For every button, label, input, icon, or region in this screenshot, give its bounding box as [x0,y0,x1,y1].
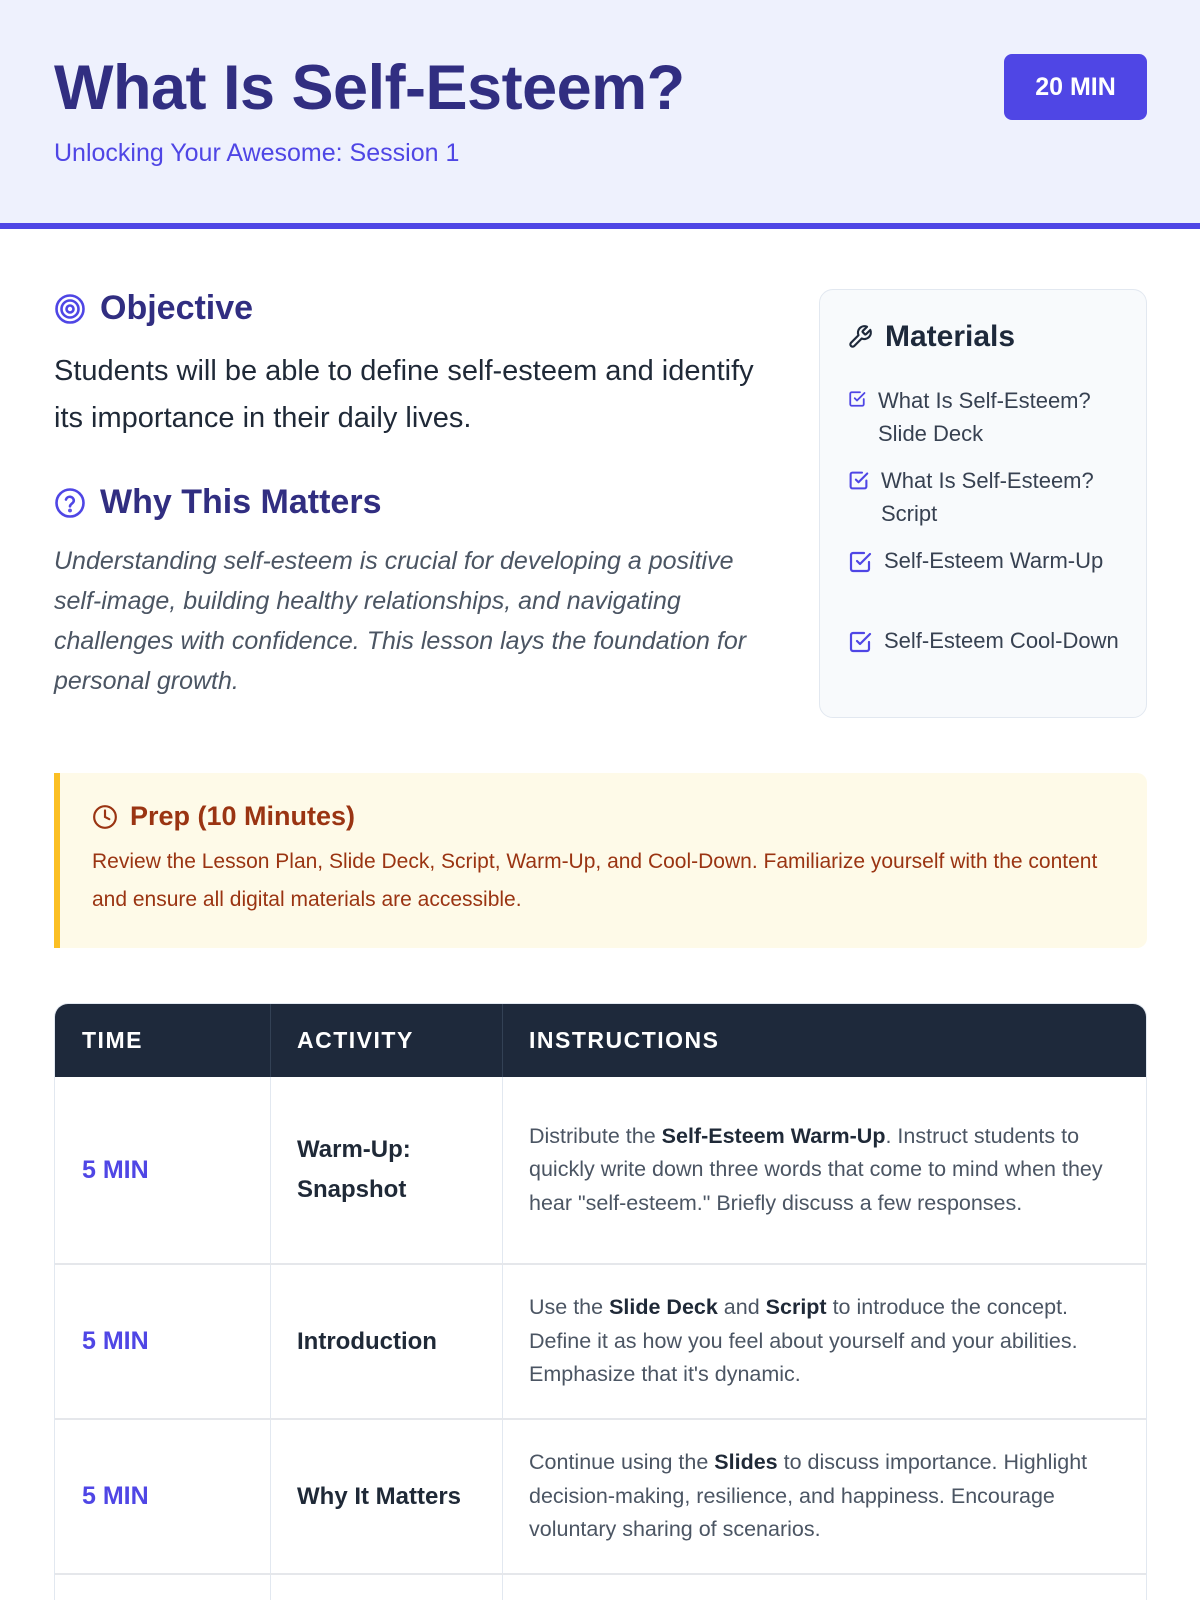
prep-text: Review the Lesson Plan, Slide Deck, Script, Warm-Up, and Cool-Down. Familiarize yourself with the content and ensure all digital materials are accessible. [92,850,1098,911]
page-title: What Is Self-Esteem? [54,53,685,123]
emphasized-text: Slide Deck [609,1295,718,1320]
row-time: 5 MIN [82,1482,149,1510]
wrench-icon [847,324,873,350]
table-row [55,1420,1146,1575]
row-time: 5 MIN [82,1327,149,1355]
objective-heading [54,289,253,328]
materials-card [819,289,1147,718]
clock-icon [92,804,118,830]
material-item [848,624,1128,657]
materials-heading-label: Materials [885,320,1016,353]
column-header-instructions: INSTRUCTIONS [529,1027,720,1053]
column-header-activity: ACTIVITY [297,1027,414,1053]
prep-heading [92,801,355,832]
material-item [848,384,1128,450]
instruction-fragment: Continue using the [529,1450,715,1475]
instruction-fragment: and [717,1295,766,1320]
row-activity: Why It Matters [297,1482,462,1510]
emphasized-text: Slides [714,1450,778,1475]
checkbox-icon [848,630,872,654]
row-instructions [529,1265,1129,1418]
row-activity: Warm-Up: Snapshot [297,1136,411,1203]
objective-text: Students will be able to define self-esteem and identify its importance in their daily lives. [54,355,754,434]
why-heading [54,483,381,522]
row-time: 5 MIN [82,1155,149,1184]
column-divider [502,1004,503,1077]
checkbox-icon [848,470,869,491]
checkbox-icon [848,550,872,574]
instructions-text [529,1291,1129,1392]
materials-heading [847,320,1015,354]
material-item-label: Self-Esteem Warm-Up [884,548,1104,573]
material-item-label: What Is Self-Esteem? Slide Deck [878,388,1091,446]
instruction-fragment: Distribute the [529,1123,662,1148]
emphasized-text: Script [765,1295,827,1320]
instruction-fragment: Use the [529,1295,610,1320]
why-heading-label: Why This Matters [100,483,382,521]
question-circle-icon [54,487,86,519]
prep-heading-label: Prep (10 Minutes) [130,801,356,831]
instructions-text [529,1446,1129,1547]
instruction-fragment: . Instruct students to quickly write down three words that come to mind when they hear "self-esteem." Briefly discuss a few responses. [529,1123,1103,1215]
material-item [848,464,1128,530]
table-row [55,1077,1146,1265]
activity-table [54,1003,1147,1600]
column-divider [270,1004,271,1077]
page-subtitle: Unlocking Your Awesome: Session 1 [54,139,460,167]
why-text: Understanding self-esteem is crucial for developing a positive self-image, building healthy relationships, and navigating challenges with confidence. This lesson lays the foundation for personal growth. [54,547,747,695]
target-icon [54,293,86,325]
material-item-label: What Is Self-Esteem? Script [881,468,1094,526]
checkbox-icon [848,390,866,408]
duration-badge: 20 MIN [1004,54,1147,120]
instruction-fragment: to discuss importance. Highlight decision-making, resilience, and happiness. Encourage voluntary sharing of scenarios. [529,1450,1088,1542]
row-instructions [529,1420,1129,1573]
emphasized-text: Self-Esteem Warm-Up [661,1123,886,1148]
instructions-text [529,1120,1129,1221]
prep-callout [54,773,1147,948]
objective-heading-label: Objective [100,289,254,327]
table-header [55,1004,1146,1077]
instruction-fragment: to introduce the concept. Define it as how you feel about yourself and your abilities. Emphasize that it's dynamic. [529,1295,1078,1387]
column-header-time: TIME [82,1027,143,1053]
lesson-header [0,0,1200,229]
table-row [55,1265,1146,1420]
row-activity: Introduction [297,1327,437,1355]
row-instructions [529,1077,1129,1263]
material-item-label: Self-Esteem Cool-Down [884,628,1119,653]
material-item [848,544,1128,577]
